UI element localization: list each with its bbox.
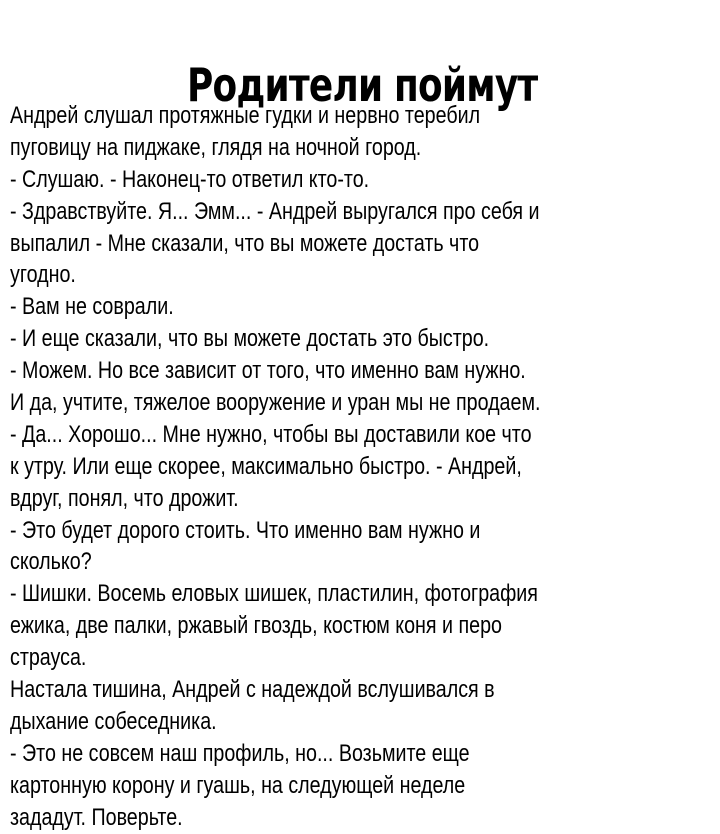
text-line: - И еще сказали, что вы можете достать это быстро. xyxy=(10,325,490,353)
text-line: дыхание собеседника. xyxy=(10,707,217,735)
text-line: - Шишки. Восемь еловых шишек, пластилин, фотография xyxy=(10,580,538,608)
text-line: картонную корону и гуашь, на следующей неделе xyxy=(10,771,466,799)
text-line: - Слушаю. - Наконец-то ответил кто-то. xyxy=(10,165,370,193)
text-line: - Это не совсем наш профиль, но... Возьмите еще xyxy=(10,739,470,767)
story-body xyxy=(10,100,720,833)
text-line: - Можем. Но все зависит от того, что именно вам нужно. xyxy=(10,357,526,385)
text-line: - Это будет дорого стоить. Что именно вам нужно и xyxy=(10,516,481,544)
text-line: к утру. Или еще скорее, максимально быстро. - Андрей, xyxy=(10,452,522,480)
text-line: - Да... Хорошо... Мне нужно, чтобы вы доставили кое что xyxy=(10,420,532,448)
text-line: И да, учтите, тяжелое вооружение и уран мы не продаем. xyxy=(10,389,541,417)
text-line: выпалил - Мне сказали, что вы можете достать что xyxy=(10,229,480,257)
text-line: сколько? xyxy=(10,548,92,576)
text-line: пуговицу на пиджаке, глядя на ночной город. xyxy=(10,133,422,161)
text-line: - Вам не соврали. xyxy=(10,293,174,321)
text-line: ежика, две палки, ржавый гвоздь, костюм коня и перо xyxy=(10,612,502,640)
text-line: вдруг, понял, что дрожит. xyxy=(10,484,239,512)
text-line: - Здравствуйте. Я... Эмм... - Андрей выругался про себя и xyxy=(10,197,540,225)
page-title: Родители поймут xyxy=(186,57,538,112)
text-line: зададут. Поверьте. xyxy=(10,803,183,831)
text-line: страуса. xyxy=(10,644,87,672)
text-line: Андрей слушал протяжные гудки и нервно теребил xyxy=(10,102,481,129)
text-line: угодно. xyxy=(10,261,76,289)
text-line: Настала тишина, Андрей с надеждой вслушивался в xyxy=(10,676,495,704)
